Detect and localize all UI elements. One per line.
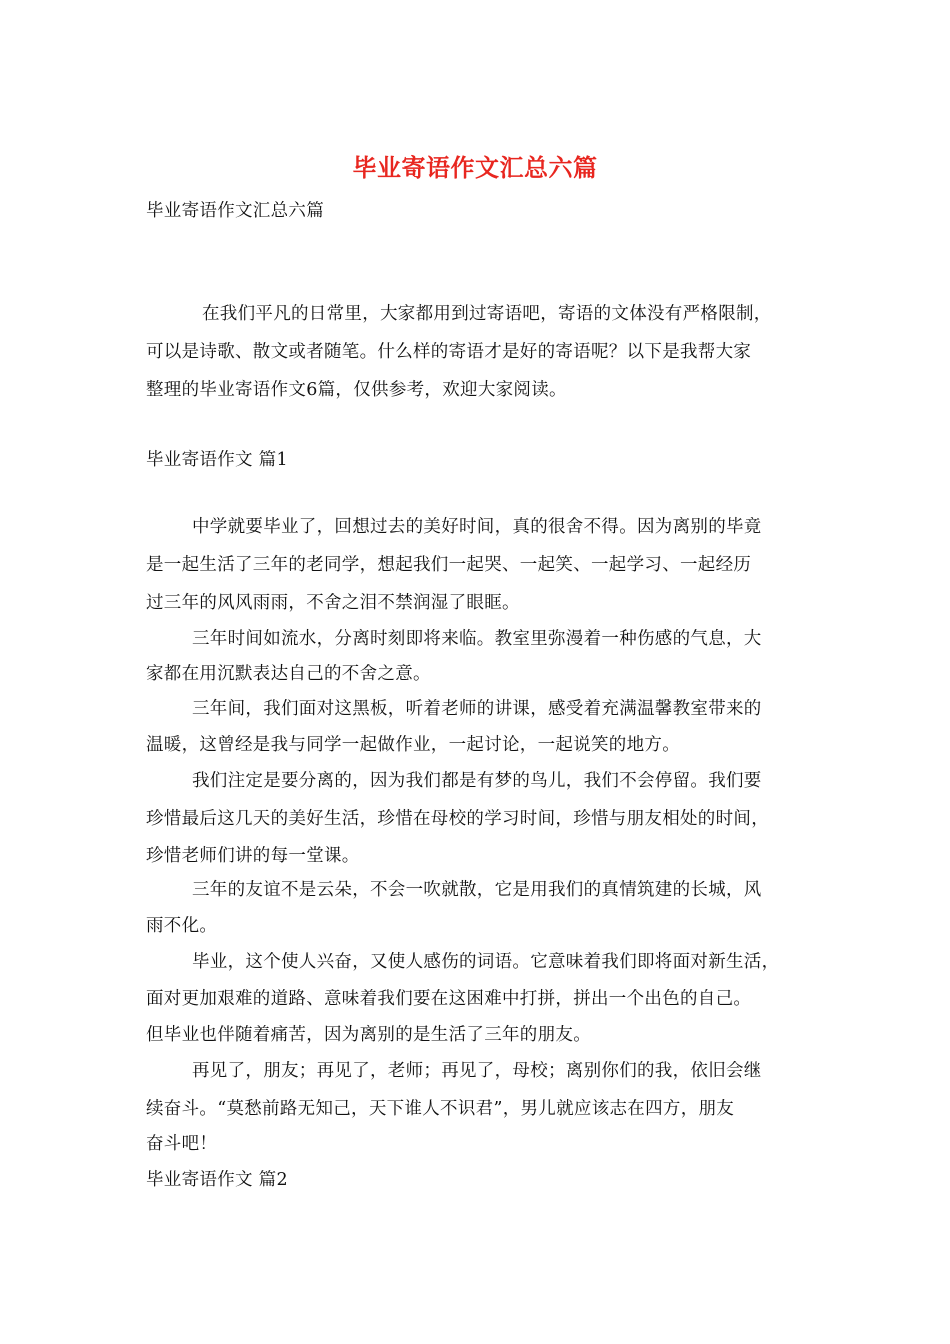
paragraph-line: 雨不化。: [146, 916, 218, 936]
document-subtitle: 毕业寄语作文汇总六篇: [146, 201, 324, 221]
paragraph-line: 中学就要毕业了，回想过去的美好时间，真的很舍不得。因为离别的毕竟: [192, 517, 762, 537]
intro-line: 在我们平凡的日常里，大家都用到过寄语吧，寄语的文体没有严格限制，: [202, 304, 772, 324]
section-heading: 毕业寄语作文 篇2: [146, 1170, 288, 1190]
paragraph-line: 家都在用沉默表达自己的不舍之意。: [146, 664, 431, 684]
paragraph-line: 三年时间如流水，分离时刻即将来临。教室里弥漫着一种伤感的气息，大: [192, 629, 762, 649]
paragraph-line: 奋斗吧！: [146, 1134, 218, 1154]
paragraph-line: 三年的友谊不是云朵，不会一吹就散，它是用我们的真情筑建的长城，风: [192, 880, 762, 900]
paragraph-line: 珍惜最后这几天的美好生活，珍惜在母校的学习时间，珍惜与朋友相处的时间，: [146, 809, 769, 829]
paragraph-line: 过三年的风风雨雨，不舍之泪不禁润湿了眼眶。: [146, 593, 520, 613]
paragraph-line: 是一起生活了三年的老同学，想起我们一起哭、一起笑、一起学习、一起经历: [146, 555, 752, 575]
intro-line: 可以是诗歌、散文或者随笔。什么样的寄语才是好的寄语呢？以下是我帮大家: [146, 342, 752, 362]
paragraph-line: 再见了，朋友；再见了，老师；再见了，母校；离别你们的我，依旧会继: [192, 1061, 762, 1081]
paragraph-line: 温暖，这曾经是我与同学一起做作业，一起讨论，一起说笑的地方。: [146, 735, 680, 755]
paragraph-line: 但毕业也伴随着痛苦，因为离别的是生活了三年的朋友。: [146, 1025, 591, 1045]
paragraph-line: 珍惜老师们讲的每一堂课。: [146, 846, 360, 866]
paragraph-line: 续奋斗。“莫愁前路无知己，天下谁人不识君”，男儿就应该志在四方，朋友: [146, 1099, 735, 1119]
paragraph-line: 我们注定是要分离的，因为我们都是有梦的鸟儿，我们不会停留。我们要: [192, 771, 762, 791]
paragraph-line: 面对更加艰难的道路、意味着我们要在这困难中打拼，拼出一个出色的自己。: [146, 989, 752, 1009]
paragraph-line: 毕业，这个使人兴奋，又使人感伤的词语。它意味着我们即将面对新生活，: [192, 952, 780, 972]
paragraph-line: 三年间，我们面对这黑板，听着老师的讲课，感受着充满温馨教室带来的: [192, 699, 762, 719]
document-title: 毕业寄语作文汇总六篇: [352, 153, 598, 182]
intro-line: 整理的毕业寄语作文6篇，仅供参考，欢迎大家阅读。: [146, 380, 567, 400]
section-heading: 毕业寄语作文 篇1: [146, 450, 288, 470]
